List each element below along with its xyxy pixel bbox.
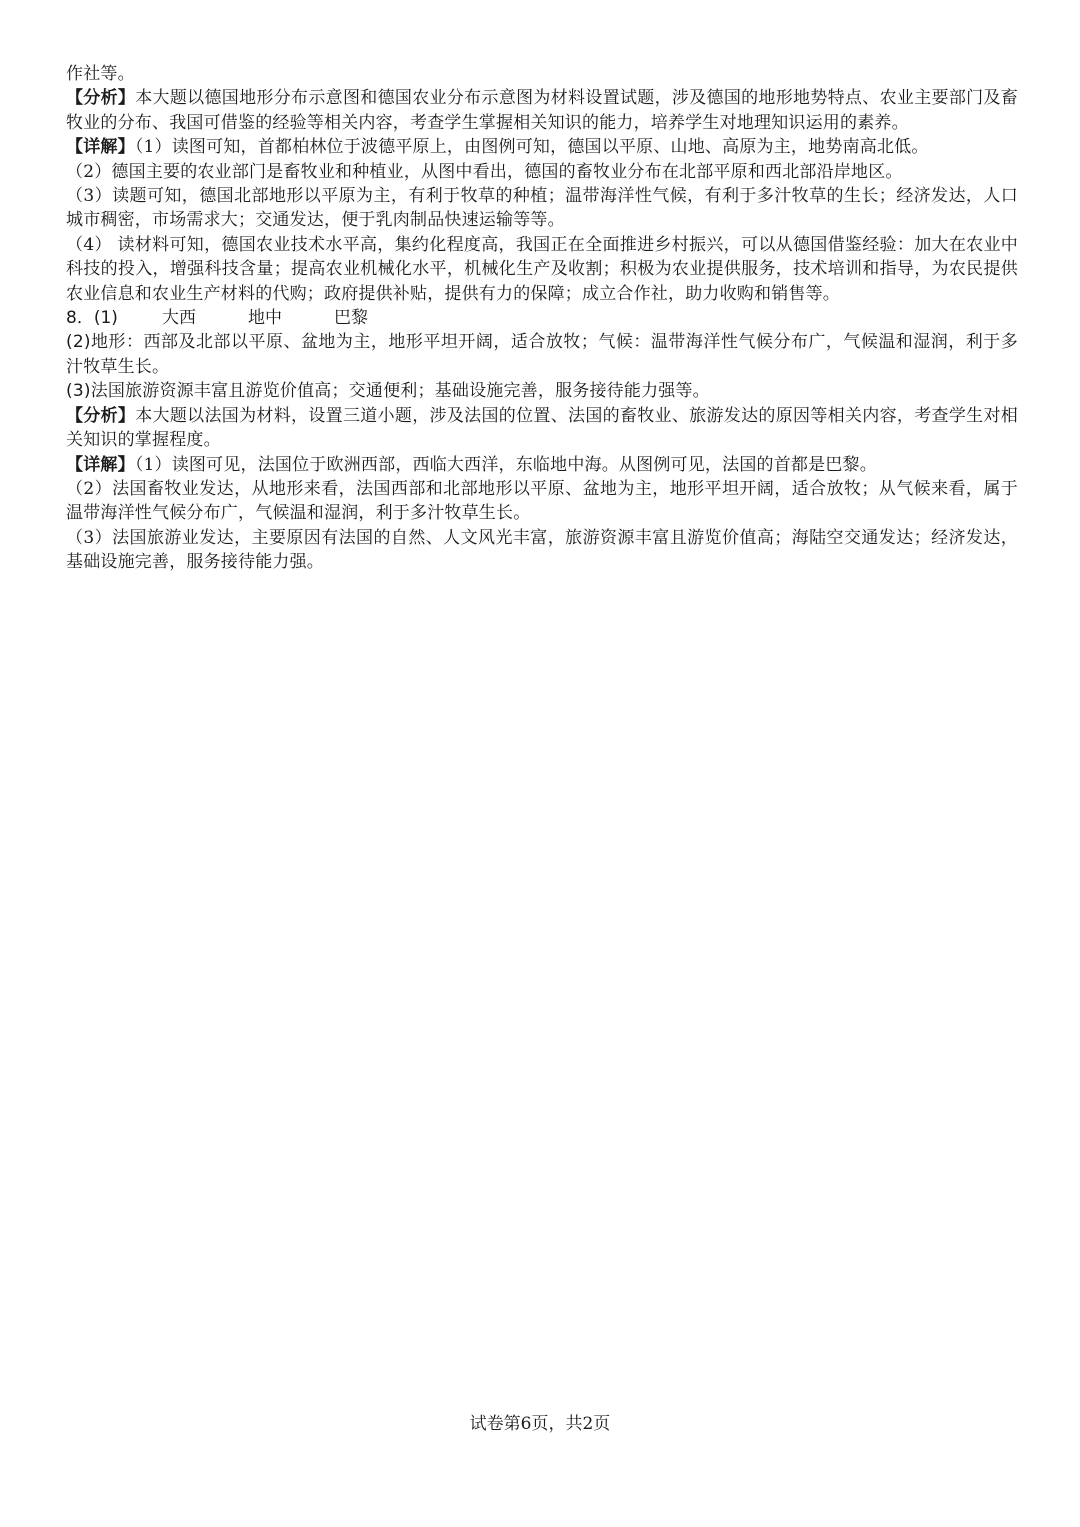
q7-detail-1-text: （1）读图可知，首都柏林位于波德平原上，由图例可知，德国以平原、山地、高原为主，地势南高北低。 [134, 137, 929, 158]
q8-analysis-text: 本大题以法国为材料，设置三道小题，涉及法国的位置、法国的畜牧业、旅游发达的原因等相关内容，考查学生对相关知识的掌握程度。 [66, 405, 1018, 451]
q7-detail-1 [66, 135, 1018, 159]
q8-answer-1: 大西 [162, 308, 196, 329]
q8-part-3 [66, 379, 1018, 403]
answer-document [66, 62, 1018, 575]
q8-detail-3: （3）法国旅游业发达，主要原因有法国的自然、人文风光丰富，旅游资源丰富且游览价值高；海陆空交通发达；经济发达，基础设施完善，服务接待能力强。 [66, 527, 1018, 573]
q8-part-3-label: (3) [66, 381, 91, 402]
page-footer: 试卷第6页，共2页 [469, 1414, 611, 1434]
q8-answer-2: 地中 [248, 308, 282, 329]
q7-detail-3: （3）读题可知，德国北部地形以平原为主，有利于牧草的种植；温带海洋性气候，有利于多汁牧草的生长；经济发达，人口城市稠密，市场需求大；交通发达，便于乳肉制品快速运输等等。 [66, 186, 1018, 231]
q8-part-2-label: (2) [66, 332, 91, 353]
q7-detail-4: （4） 读材料可知，德国农业技术水平高，集约化程度高，我国正在全面推进乡村振兴，可以从德国借鉴经验：加大在农业中科技的投入，增强科技含量；提高农业机械化水平，机械化生产及收割；积极为农业提供服务，技术培训和指导，为农民提供农业信息和农业生产材料的代购；政府提供补贴，提供有力的保障；成立合作社，助力收购和销售等。 [66, 234, 1018, 304]
q8-part-2 [66, 330, 1018, 379]
q8-detail-1-text: （1）读图可见，法国位于欧洲西部，西临大西洋，东临地中海。从图例可见，法国的首都是巴黎。 [134, 454, 877, 475]
q8-number: 8．(1) [66, 308, 118, 329]
q7-continuation: 作社等。 [66, 64, 135, 84]
q8-analysis [66, 404, 1018, 453]
q7-analysis-text: 本大题以德国地形分布示意图和德国农业分布示意图为材料设置试题，涉及德国的地形地势特点、农业主要部门及畜牧业的分布、我国可借鉴的经验等相关内容，考查学生掌握相关知识的能力，培养学生对地理知识运用的素养。 [66, 88, 1018, 133]
q7-detail-tag: 【详解】 [66, 137, 135, 158]
q8-detail-tag: 【详解】 [66, 454, 135, 475]
q8-detail-2: （2）法国畜牧业发达，从地形来看，法国西部和北部地形以平原、盆地为主，地形平坦开阔，适合放牧；从气候来看，属于温带海洋性气候分布广，气候温和湿润，利于多汁牧草生长。 [66, 478, 1018, 524]
q8-answer-row [66, 306, 1018, 330]
q7-detail-2: （2）德国主要的农业部门是畜牧业和种植业，从图中看出，德国的畜牧业分布在北部平原和西北部沿岸地区。 [66, 161, 903, 182]
q8-part-3-text: 法国旅游资源丰富且游览价值高；交通便利；基础设施完善，服务接待能力强等。 [90, 381, 710, 402]
q8-analysis-tag: 【分析】 [66, 405, 136, 426]
q7-analysis [66, 86, 1018, 135]
q8-part-2-text: 地形：西部及北部以平原、盆地为主，地形平坦开阔，适合放牧；气候：温带海洋性气候分布广，气候温和湿润，利于多汁牧草生长。 [66, 332, 1018, 377]
q8-answer-3: 巴黎 [334, 308, 368, 329]
q7-analysis-tag: 【分析】 [66, 88, 136, 109]
q8-detail-1 [66, 453, 1018, 477]
